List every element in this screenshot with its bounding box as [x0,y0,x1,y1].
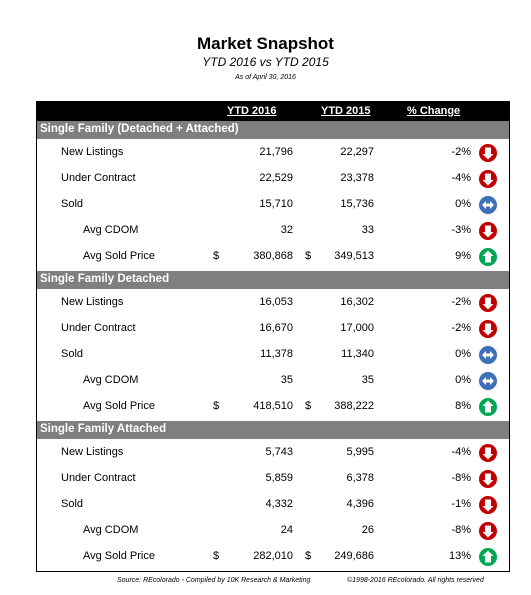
value-ytd-2015: 35 [361,374,374,386]
trend-down-icon [479,496,497,514]
value-ytd-2016: 282,010 [253,550,293,562]
section-title: Single Family Detached [40,273,170,285]
value-pct-change: -2% [451,146,471,158]
trend-down-icon [479,444,497,462]
value-ytd-2015: 16,302 [340,296,374,308]
page-subtitle: YTD 2016 vs YTD 2015 [202,55,329,69]
header-ytd-2016: YTD 2016 [227,105,277,117]
value-ytd-2016: 21,796 [259,146,293,158]
row-label: Avg CDOM [83,374,139,386]
value-ytd-2015: 33 [361,224,374,236]
value-ytd-2016: 35 [280,374,293,386]
row-label: Avg Sold Price [83,550,155,562]
row-label: Under Contract [61,322,136,334]
currency-symbol: $ [305,400,312,412]
row-label: New Listings [61,296,124,308]
row-label: Avg Sold Price [83,400,155,412]
section-header [37,121,509,139]
footer-source: Source: REcolorado - Compiled by 10K Research & Marketing [117,577,311,584]
value-ytd-2016: 380,868 [253,250,293,262]
value-ytd-2016: 16,053 [259,296,293,308]
table-row [37,440,509,466]
trend-up-icon [479,248,497,266]
trend-flat-icon [479,346,497,364]
trend-down-icon [479,144,497,162]
table-row [37,166,509,192]
row-label: Avg CDOM [83,524,139,536]
value-ytd-2015: 17,000 [340,322,374,334]
value-ytd-2015: 26 [361,524,374,536]
currency-symbol: $ [213,400,220,412]
value-ytd-2016: 24 [280,524,293,536]
value-pct-change: -2% [451,322,471,334]
table-row [37,140,509,166]
trend-down-icon [479,320,497,338]
value-ytd-2016: 4,332 [265,498,293,510]
value-ytd-2015: 6,378 [346,472,374,484]
row-label: New Listings [61,446,124,458]
value-pct-change: -1% [451,498,471,510]
value-pct-change: -3% [451,224,471,236]
value-pct-change: 0% [455,374,471,386]
value-ytd-2015: 22,297 [340,146,374,158]
row-label: Sold [61,498,84,510]
row-label: Under Contract [61,472,136,484]
value-ytd-2016: 32 [280,224,293,236]
currency-symbol: $ [213,250,220,262]
value-ytd-2015: 23,378 [340,172,374,184]
value-pct-change: -8% [451,524,471,536]
table-row [37,518,509,544]
table-row [37,192,509,218]
value-ytd-2015: 4,396 [346,498,374,510]
section-header [37,271,509,289]
table-row [37,218,509,244]
table-row [37,368,509,394]
value-pct-change: -4% [451,446,471,458]
trend-down-icon [479,222,497,240]
trend-down-icon [479,294,497,312]
value-ytd-2016: 16,670 [259,322,293,334]
table-row [37,290,509,316]
table-row [37,244,509,270]
trend-down-icon [479,470,497,488]
value-pct-change: 9% [455,250,471,262]
value-ytd-2016: 418,510 [253,400,293,412]
table-row [37,394,509,420]
row-label: Sold [61,348,84,360]
trend-up-icon [479,548,497,566]
market-snapshot-table [36,101,510,572]
value-ytd-2015: 249,686 [334,550,374,562]
footer-copyright: ©1998-2016 REcolorado. All rights reserved [347,577,484,584]
table-row [37,544,509,570]
currency-symbol: $ [213,550,220,562]
row-label: Under Contract [61,172,136,184]
currency-symbol: $ [305,550,312,562]
value-ytd-2016: 15,710 [259,198,293,210]
value-pct-change: 0% [455,348,471,360]
trend-down-icon [479,522,497,540]
table-row [37,492,509,518]
header-pct-change: % Change [407,105,461,117]
trend-flat-icon [479,196,497,214]
value-ytd-2015: 15,736 [340,198,374,210]
trend-flat-icon [479,372,497,390]
value-pct-change: 0% [455,198,471,210]
trend-up-icon [479,398,497,416]
as-of-date: As of April 30, 2016 [235,74,296,81]
header-ytd-2015: YTD 2015 [321,105,371,117]
value-ytd-2016: 5,859 [265,472,293,484]
table-row [37,342,509,368]
row-label: Avg CDOM [83,224,139,236]
value-ytd-2016: 11,378 [260,348,293,360]
value-pct-change: -8% [451,472,471,484]
row-label: Avg Sold Price [83,250,155,262]
value-ytd-2015: 11,340 [341,348,374,360]
trend-down-icon [479,170,497,188]
page-title: Market Snapshot [197,34,334,53]
value-pct-change: -4% [451,172,471,184]
value-pct-change: -2% [451,296,471,308]
row-label: Sold [61,198,84,210]
value-ytd-2016: 5,743 [265,446,293,458]
section-title: Single Family Attached [40,423,167,435]
section-header [37,421,509,439]
table-row [37,466,509,492]
value-pct-change: 8% [455,400,471,412]
currency-symbol: $ [305,250,312,262]
value-ytd-2015: 5,995 [346,446,374,458]
value-ytd-2016: 22,529 [259,172,293,184]
table-header [37,102,509,122]
row-label: New Listings [61,146,124,158]
value-pct-change: 13% [448,550,471,562]
value-ytd-2015: 349,513 [334,250,374,262]
value-ytd-2015: 388,222 [334,400,374,412]
table-row [37,316,509,342]
section-title: Single Family (Detached + Attached) [40,123,239,135]
